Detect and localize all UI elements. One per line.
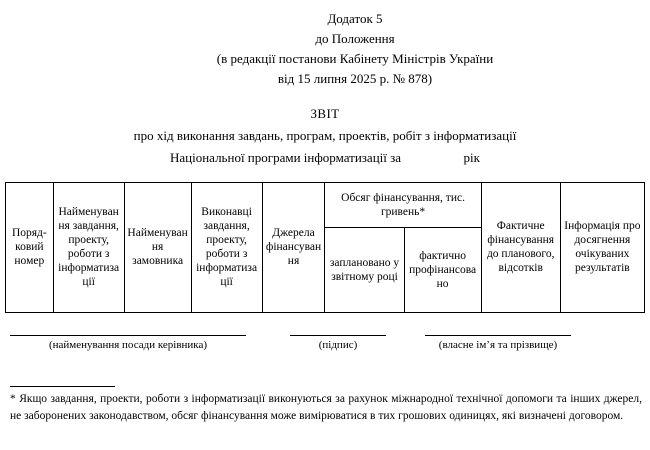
column-header-order-number [6, 182, 54, 312]
subtitle-year-label: рік [463, 150, 480, 166]
order-number-line-1: Поряд- [11, 227, 47, 240]
subtitle-line-2 [0, 148, 650, 169]
column-header-executors: Виконавці завдання, проекту, роботи з інформатизації [191, 182, 262, 312]
column-header-funding-volume-group: Обсяг фінансування, тис. гривень* [325, 182, 481, 227]
subtitle-line-2-text: Національної програми інформатизації за [170, 150, 402, 166]
signature-row [0, 335, 650, 369]
column-header-results-info: Інформація про досягнення очікуваних результатів [560, 182, 644, 312]
column-header-actual: фактично профінансовано [404, 227, 481, 312]
signature-line-name [425, 335, 571, 336]
order-number-line-2: ковий [15, 241, 44, 254]
subtitle-line-1: про хід виконання завдань, програм, проектів, робіт з інформатизації [133, 128, 517, 144]
column-header-planned: заплановано у звітному році [325, 227, 404, 312]
header-line-appendix: Додаток 5 [327, 11, 383, 26]
order-number-line-3: номер [14, 255, 45, 268]
signature-caption-position: (найменування посади керівника) [48, 338, 208, 351]
column-header-funding-sources: Джерела фінансування [262, 182, 325, 312]
column-header-customer-name: Найменування замовника [124, 182, 191, 312]
document-header [0, 0, 650, 90]
header-line-regulation: до Положення [315, 31, 395, 47]
signature-name[interactable] [425, 335, 571, 351]
footnote-divider [10, 386, 115, 387]
signature-position[interactable] [10, 335, 246, 351]
footnote-block [10, 386, 642, 424]
footnote-text: * Якщо завдання, проекти, роботи з інформатизації виконуються за рахунок міжнародної технічної допомоги та інших джерел, не заборонених законодавством, обсяг фінансування може вимірюватися в тих грошових одиницях, які визначені договором. [10, 393, 642, 422]
report-table [5, 182, 645, 313]
column-header-task-name: Найменування завдання, проекту, роботи з інформатизації [53, 182, 124, 312]
signature-sign[interactable] [290, 335, 386, 351]
report-table-container [5, 182, 645, 313]
header-line-resolution: (в редакції постанови Кабінету Міністрів України [216, 51, 494, 67]
column-header-actual-to-planned: Фактичне фінансування до планового, відсотків [481, 182, 560, 312]
header-line-date-number: від 15 липня 2025 р. № 878) [277, 71, 433, 87]
signature-caption-name: (власне імʼя та прізвище) [438, 338, 558, 351]
page-title: ЗВІТ [310, 105, 340, 121]
table-header-row-1 [6, 182, 645, 227]
title-block [0, 104, 650, 169]
signature-caption-sign: (підпис) [318, 338, 358, 351]
signature-line-position [10, 335, 246, 336]
signature-line-sign [290, 335, 386, 336]
